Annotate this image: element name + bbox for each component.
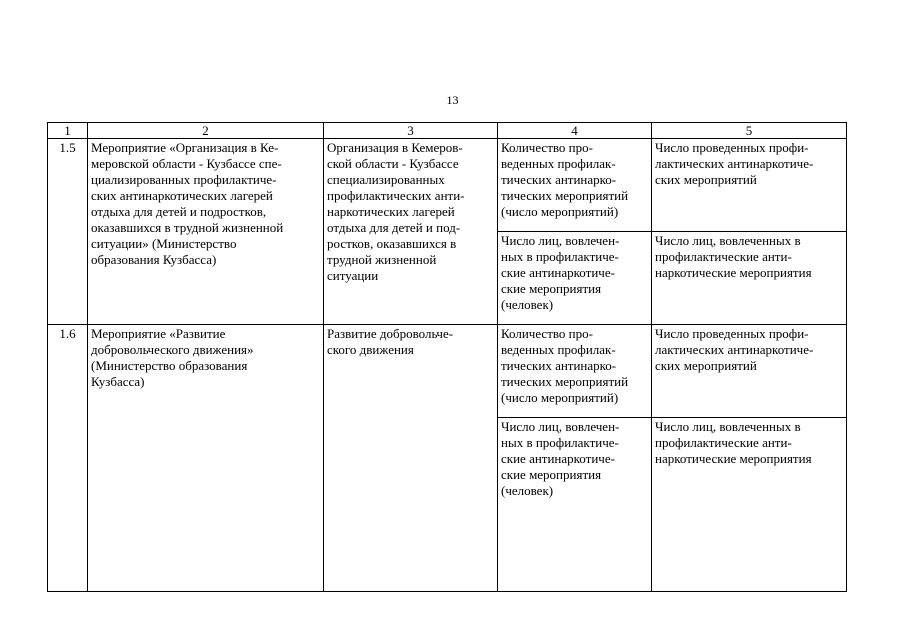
page-number: 13	[446, 93, 459, 107]
indicator-method: Число проведенных профи- лактических антинаркотиче- ских мероприятий	[652, 139, 847, 232]
item-number: 1.6	[48, 325, 88, 592]
indicator-method: Число проведенных профи- лактических антинаркотиче- ских мероприятий	[652, 325, 847, 418]
indicator-name: Количество про- веденных профилак- тических антинарко- тических мероприятий (число мероприятий)	[498, 325, 652, 418]
item-number: 1.5	[48, 139, 88, 325]
event-name: Мероприятие «Развитие добровольческого движения» (Министерство образования Кузбасса)	[88, 325, 324, 592]
event-name: Мероприятие «Организация в Ке- меровской области - Кузбассе спе- циализированных профилактиче- ских антинаркотических лагерей отдыха для детей и подростков, оказавшихся в трудной жизненной ситуации» (Министерство образования Кузбасса)	[88, 139, 324, 325]
table-row	[48, 325, 847, 418]
table-row	[48, 139, 847, 232]
column-header: 5	[652, 123, 847, 139]
column-header: 3	[324, 123, 498, 139]
indicator-name: Число лиц, вовлечен- ных в профилактиче- ские антинаркотиче- ские мероприятия (человек)	[498, 418, 652, 592]
measures-table	[47, 122, 847, 592]
column-header: 1	[48, 123, 88, 139]
event-description: Развитие добровольче- ского движения	[324, 325, 498, 592]
indicator-name: Число лиц, вовлечен- ных в профилактиче- ские антинаркотиче- ские мероприятия (человек)	[498, 232, 652, 325]
indicator-name: Количество про- веденных профилак- тических антинарко- тических мероприятий (число мероприятий)	[498, 139, 652, 232]
table-header-row	[48, 123, 847, 139]
indicator-method: Число лиц, вовлеченных в профилактические анти- наркотические мероприятия	[652, 232, 847, 325]
column-header: 2	[88, 123, 324, 139]
event-description: Организация в Кемеров- ской области - Кузбассе специализированных профилактических анти- наркотических лагерей отдыха для детей и под- ростков, оказавшихся в трудной жизненной ситуации	[324, 139, 498, 325]
column-header: 4	[498, 123, 652, 139]
indicator-method: Число лиц, вовлеченных в профилактические анти- наркотические мероприятия	[652, 418, 847, 592]
